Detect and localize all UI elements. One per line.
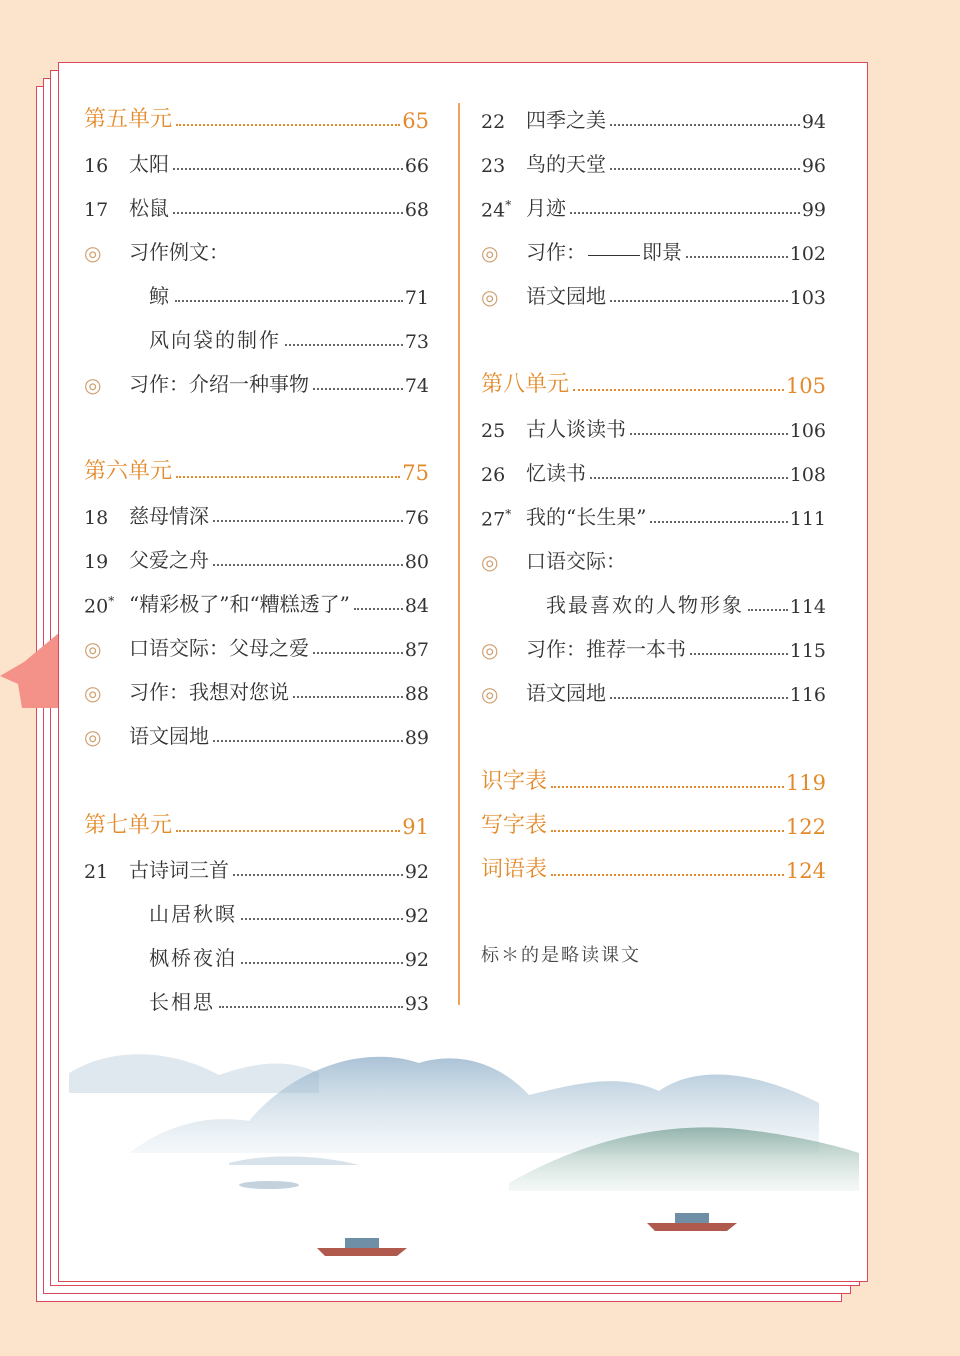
toc-entry-row[interactable] <box>84 587 429 617</box>
footnote: 标＊的是略读课文 <box>481 945 641 966</box>
dot-leader <box>630 433 788 435</box>
toc-entry-row[interactable] <box>481 191 826 221</box>
toc-entry-row[interactable] <box>84 543 429 573</box>
entry-title: 习作：推荐一本书 <box>526 637 686 661</box>
toc-entry-row[interactable] <box>481 147 826 177</box>
toc-unit-row[interactable] <box>84 455 429 485</box>
toc-entry-row[interactable] <box>481 235 826 265</box>
page-number: 94 <box>801 111 826 133</box>
lesson-number: 23 <box>481 155 506 177</box>
toc-unit-row[interactable] <box>481 853 826 883</box>
landscape-illustration <box>59 1003 867 1281</box>
toc-unit-row[interactable] <box>84 103 429 133</box>
dot-leader <box>551 830 784 832</box>
dot-leader <box>293 696 403 698</box>
dot-leader <box>176 830 400 832</box>
dot-leader <box>213 564 403 566</box>
page-number: 65 <box>402 109 429 133</box>
toc-entry-row[interactable] <box>84 719 429 749</box>
dot-leader <box>570 212 800 214</box>
toc-entry-row[interactable] <box>481 676 826 706</box>
section-marker-icon: ◎ <box>481 550 499 574</box>
page-number: 116 <box>789 684 826 706</box>
dot-leader <box>241 962 403 964</box>
dot-leader <box>551 874 784 876</box>
toc-entry-row[interactable] <box>481 103 826 133</box>
section-marker-icon: ◎ <box>84 681 102 705</box>
page-number: 122 <box>785 815 826 839</box>
dot-leader <box>590 477 788 479</box>
section-marker-icon: ◎ <box>481 285 499 309</box>
page-number: 102 <box>789 243 826 265</box>
lesson-number: 19 <box>84 551 109 573</box>
lesson-number: 16 <box>84 155 109 177</box>
toc-entry-row[interactable] <box>481 279 826 309</box>
section-marker-icon: ◎ <box>84 637 102 661</box>
entry-title: 枫桥夜泊 <box>149 946 237 970</box>
entry-title: “精彩极了”和“糟糕透了” <box>129 592 350 616</box>
entry-title: 古人谈读书 <box>526 417 626 441</box>
dot-leader <box>610 697 788 699</box>
toc-unit-row[interactable] <box>481 809 826 839</box>
lesson-number: 21 <box>84 861 109 883</box>
entry-title: 第七单元 <box>84 813 173 838</box>
toc-entry-row[interactable] <box>84 367 429 397</box>
entry-title: 语文园地 <box>129 724 209 748</box>
toc-entry-row[interactable] <box>84 279 429 309</box>
dot-leader <box>610 300 788 302</box>
dot-leader <box>686 256 788 258</box>
section-marker-icon: ◎ <box>84 725 102 749</box>
entry-title: 口语交际： <box>526 549 626 573</box>
lesson-number: 25 <box>481 420 506 442</box>
entry-title: 松鼠 <box>129 196 169 220</box>
page-number: 87 <box>404 639 429 661</box>
entry-title: 父爱之舟 <box>129 548 209 572</box>
page-number: 114 <box>789 596 826 618</box>
page-number: 75 <box>402 461 429 485</box>
page-number: 89 <box>404 727 429 749</box>
entry-title: 习作： 即景 <box>526 240 682 264</box>
entry-title: 第八单元 <box>481 372 570 397</box>
entry-title: 第六单元 <box>84 459 173 484</box>
entry-title: 第五单元 <box>84 107 173 132</box>
entry-title: 鲸 <box>149 284 171 308</box>
page-number: 105 <box>785 374 826 398</box>
toc-page <box>58 62 868 1282</box>
section-marker-icon: ◎ <box>481 241 499 265</box>
dot-leader <box>175 300 403 302</box>
toc-entry-row[interactable] <box>481 544 826 574</box>
dot-leader <box>650 521 787 523</box>
section-marker-icon: ◎ <box>481 638 499 662</box>
entry-title: 识字表 <box>481 769 548 794</box>
dot-leader <box>176 476 400 478</box>
boat-left <box>317 1238 407 1256</box>
toc-entry-row[interactable] <box>84 323 429 353</box>
dot-leader <box>173 212 403 214</box>
entry-title: 语文园地 <box>526 284 606 308</box>
dot-leader <box>313 652 403 654</box>
toc-entry-row[interactable] <box>84 191 429 221</box>
toc-entry-row[interactable] <box>84 147 429 177</box>
page-number: 84 <box>404 595 429 617</box>
dot-leader <box>285 344 403 346</box>
page-number: 92 <box>404 861 429 883</box>
entry-title: 我的“长生果” <box>526 505 647 529</box>
page-number: 111 <box>789 508 826 530</box>
page-number: 73 <box>404 331 429 353</box>
toc-entry-row[interactable] <box>481 456 826 486</box>
skim-reading-star: * <box>505 197 512 212</box>
entry-title: 四季之美 <box>526 108 606 132</box>
lesson-number: 17 <box>84 199 109 221</box>
entry-title: 习作：我想对您说 <box>129 680 289 704</box>
dot-leader <box>176 124 400 126</box>
entry-title: 我最喜欢的人物形象 <box>546 593 744 617</box>
dot-leader <box>173 168 403 170</box>
page-number: 103 <box>789 287 826 309</box>
entry-title: 古诗词三首 <box>129 858 229 882</box>
dot-leader <box>354 608 403 610</box>
entry-title: 山居秋暝 <box>149 902 237 926</box>
lesson-number: 22 <box>481 111 506 133</box>
lesson-number: 24* <box>481 197 512 221</box>
section-marker-icon: ◎ <box>84 241 102 265</box>
boat-right <box>647 1213 737 1231</box>
toc-entry-row[interactable] <box>84 499 429 529</box>
entry-title: 鸟的天堂 <box>526 152 606 176</box>
section-marker-icon: ◎ <box>84 373 102 397</box>
toc-entry-row[interactable] <box>84 941 429 971</box>
dot-leader <box>690 653 788 655</box>
skim-reading-star: * <box>108 593 115 608</box>
lesson-number: 27* <box>481 506 512 530</box>
page-number: 76 <box>404 507 429 529</box>
fill-in-blank <box>588 255 640 256</box>
page-number: 74 <box>404 375 429 397</box>
lesson-number: 18 <box>84 507 109 529</box>
toc-entry-row[interactable] <box>481 632 826 662</box>
entry-title: 词语表 <box>481 857 548 882</box>
entry-title: 太阳 <box>129 152 169 176</box>
toc-unit-row[interactable] <box>84 809 429 839</box>
page-number: 119 <box>785 771 826 795</box>
entry-title: 语文园地 <box>526 681 606 705</box>
toc-entry-row[interactable] <box>84 675 429 705</box>
entry-title: 风向袋的制作 <box>149 328 281 352</box>
page-number: 92 <box>404 949 429 971</box>
page-number: 115 <box>789 640 826 662</box>
dot-leader <box>233 874 403 876</box>
page-number: 93 <box>404 993 429 1015</box>
entry-title: 写字表 <box>481 813 548 838</box>
toc-unit-row[interactable] <box>481 765 826 795</box>
bookmark-ribbon <box>0 632 60 708</box>
page-number: 88 <box>404 683 429 705</box>
page-number: 108 <box>789 464 826 486</box>
dot-leader <box>313 388 403 390</box>
page-number: 124 <box>785 859 826 883</box>
page-number: 68 <box>404 199 429 221</box>
toc-entry-row[interactable] <box>481 500 826 530</box>
page-number: 92 <box>404 905 429 927</box>
page-number: 96 <box>801 155 826 177</box>
entry-title: 习作：介绍一种事物 <box>129 372 309 396</box>
dot-leader <box>610 168 800 170</box>
page-number: 71 <box>404 287 429 309</box>
toc-entry-row[interactable] <box>84 235 429 265</box>
dot-leader <box>213 740 403 742</box>
dot-leader <box>213 520 403 522</box>
column-divider <box>458 103 460 1005</box>
toc-unit-row[interactable] <box>481 368 826 398</box>
entry-title: 慈母情深 <box>129 504 209 528</box>
page-number: 106 <box>789 420 826 442</box>
toc-entry-row[interactable] <box>84 631 429 661</box>
page-number: 91 <box>402 815 429 839</box>
dot-leader <box>748 609 788 611</box>
toc-entry-row[interactable] <box>84 897 429 927</box>
dot-leader <box>551 786 784 788</box>
dot-leader <box>610 124 800 126</box>
entry-title: 忆读书 <box>526 461 586 485</box>
section-marker-icon: ◎ <box>481 682 499 706</box>
lesson-number: 20* <box>84 593 115 617</box>
page-number: 80 <box>404 551 429 573</box>
dot-leader <box>241 918 403 920</box>
entry-title: 月迹 <box>526 196 566 220</box>
toc-entry-row[interactable] <box>84 853 429 883</box>
page-number: 66 <box>404 155 429 177</box>
page-number: 99 <box>801 199 826 221</box>
skim-reading-star: * <box>505 506 512 521</box>
dot-leader <box>573 389 784 391</box>
toc-entry-row[interactable] <box>481 412 826 442</box>
toc-entry-row[interactable] <box>481 588 826 618</box>
lesson-number: 26 <box>481 464 506 486</box>
entry-title: 口语交际：父母之爱 <box>129 636 309 660</box>
entry-title: 长相思 <box>149 990 215 1014</box>
entry-title: 习作例文： <box>129 240 229 264</box>
